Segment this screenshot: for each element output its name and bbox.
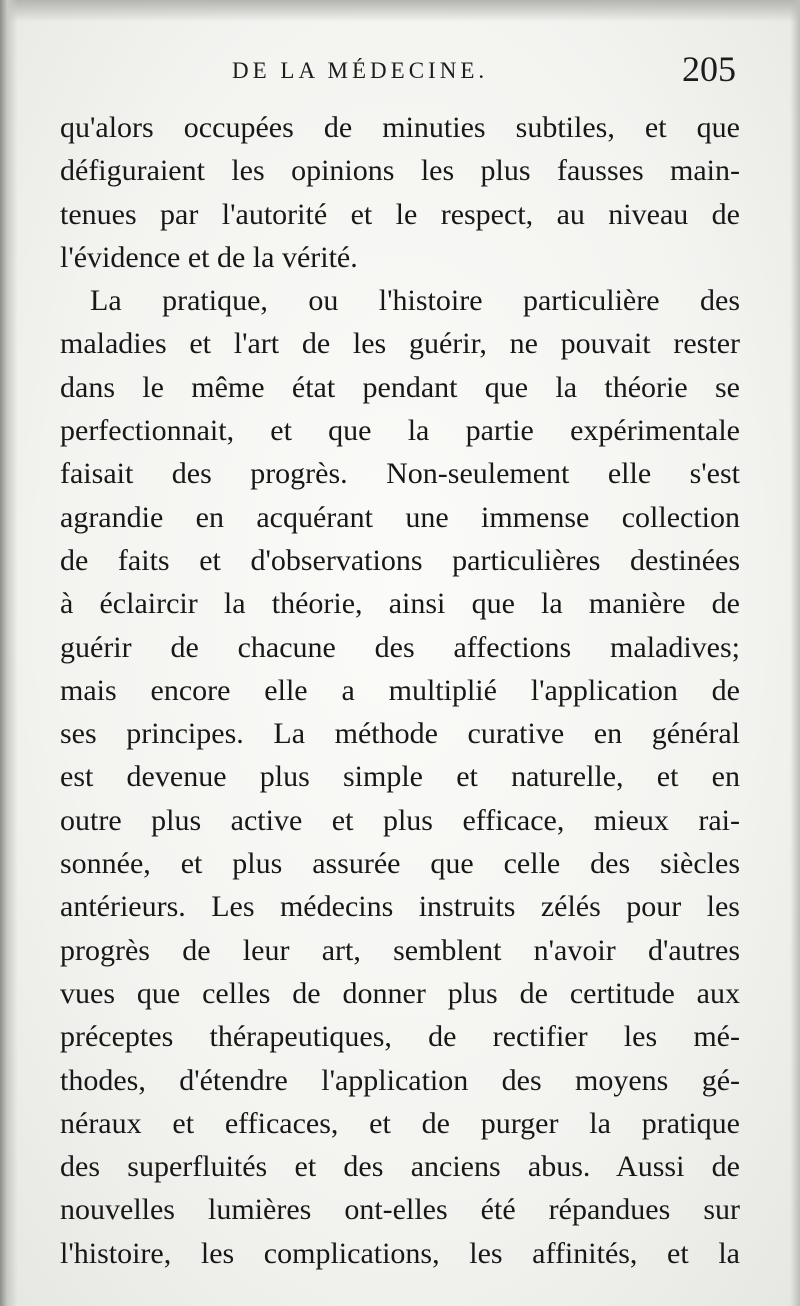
- page-top-shadow: [0, 0, 800, 22]
- text-line: perfectionnait, et que la partie expérimentale: [60, 414, 740, 448]
- text-line: tenues par l'autorité et le respect, au niveau de: [60, 197, 740, 231]
- page-header: [60, 49, 740, 100]
- text-line: guérir de chacune des affections maladives;: [60, 630, 740, 664]
- text-line: thodes, d'étendre l'application des moyens gé-: [60, 1063, 740, 1097]
- text-line: sonnée, et plus assurée que celle des siècles: [60, 847, 740, 881]
- text-line: néraux et efficaces, et de purger la pratique: [60, 1106, 740, 1140]
- text-line: de faits et d'observations particulières destinées: [60, 543, 740, 577]
- text-line: vues que celles de donner plus de certitude aux: [60, 976, 740, 1010]
- text-line: à éclaircir la théorie, ainsi que la manière de: [60, 587, 740, 621]
- text-line: outre plus active et plus efficace, mieux rai-: [60, 803, 740, 837]
- text-line: progrès de leur art, semblent n'avoir d'autres: [60, 933, 740, 967]
- text-line: l'histoire, les complications, les affinités, et la: [60, 1236, 740, 1270]
- text-line: préceptes thérapeutiques, de rectifier les mé-: [60, 1020, 740, 1054]
- page-right-edge: [790, 0, 800, 1306]
- text-line: défiguraient les opinions les plus fausses main-: [60, 154, 740, 188]
- text-line: agrandie en acquérant une immense collection: [60, 500, 740, 534]
- text-line: antérieurs. Les médecins instruits zélés pour les: [60, 890, 740, 924]
- text-line: ses principes. La méthode curative en général: [60, 717, 740, 751]
- text-line: l'évidence et de la vérité.: [60, 240, 358, 274]
- text-line: nouvelles lumières ont-elles été répandues sur: [60, 1193, 740, 1227]
- running-title: DE LA MÉDECINE.: [232, 58, 489, 83]
- text-line: est devenue plus simple et naturelle, et en: [60, 760, 740, 794]
- text-line: qu'alors occupées de minuties subtiles, et que: [60, 111, 740, 144]
- body-text: [60, 106, 740, 1275]
- text-line: La pratique, ou l'histoire particulière des: [90, 284, 740, 318]
- text-line: mais encore elle a multiplié l'application de: [60, 673, 740, 707]
- text-line: maladies et l'art de les guérir, ne pouvait rester: [60, 327, 740, 361]
- text-line: faisait des progrès. Non-seulement elle s'est: [60, 457, 740, 491]
- page-number: 205: [682, 49, 736, 89]
- text-line: des superfluités et des anciens abus. Aussi de: [60, 1150, 740, 1184]
- page-gutter-shadow: [0, 0, 18, 1306]
- text-line: dans le même état pendant que la théorie se: [60, 370, 740, 404]
